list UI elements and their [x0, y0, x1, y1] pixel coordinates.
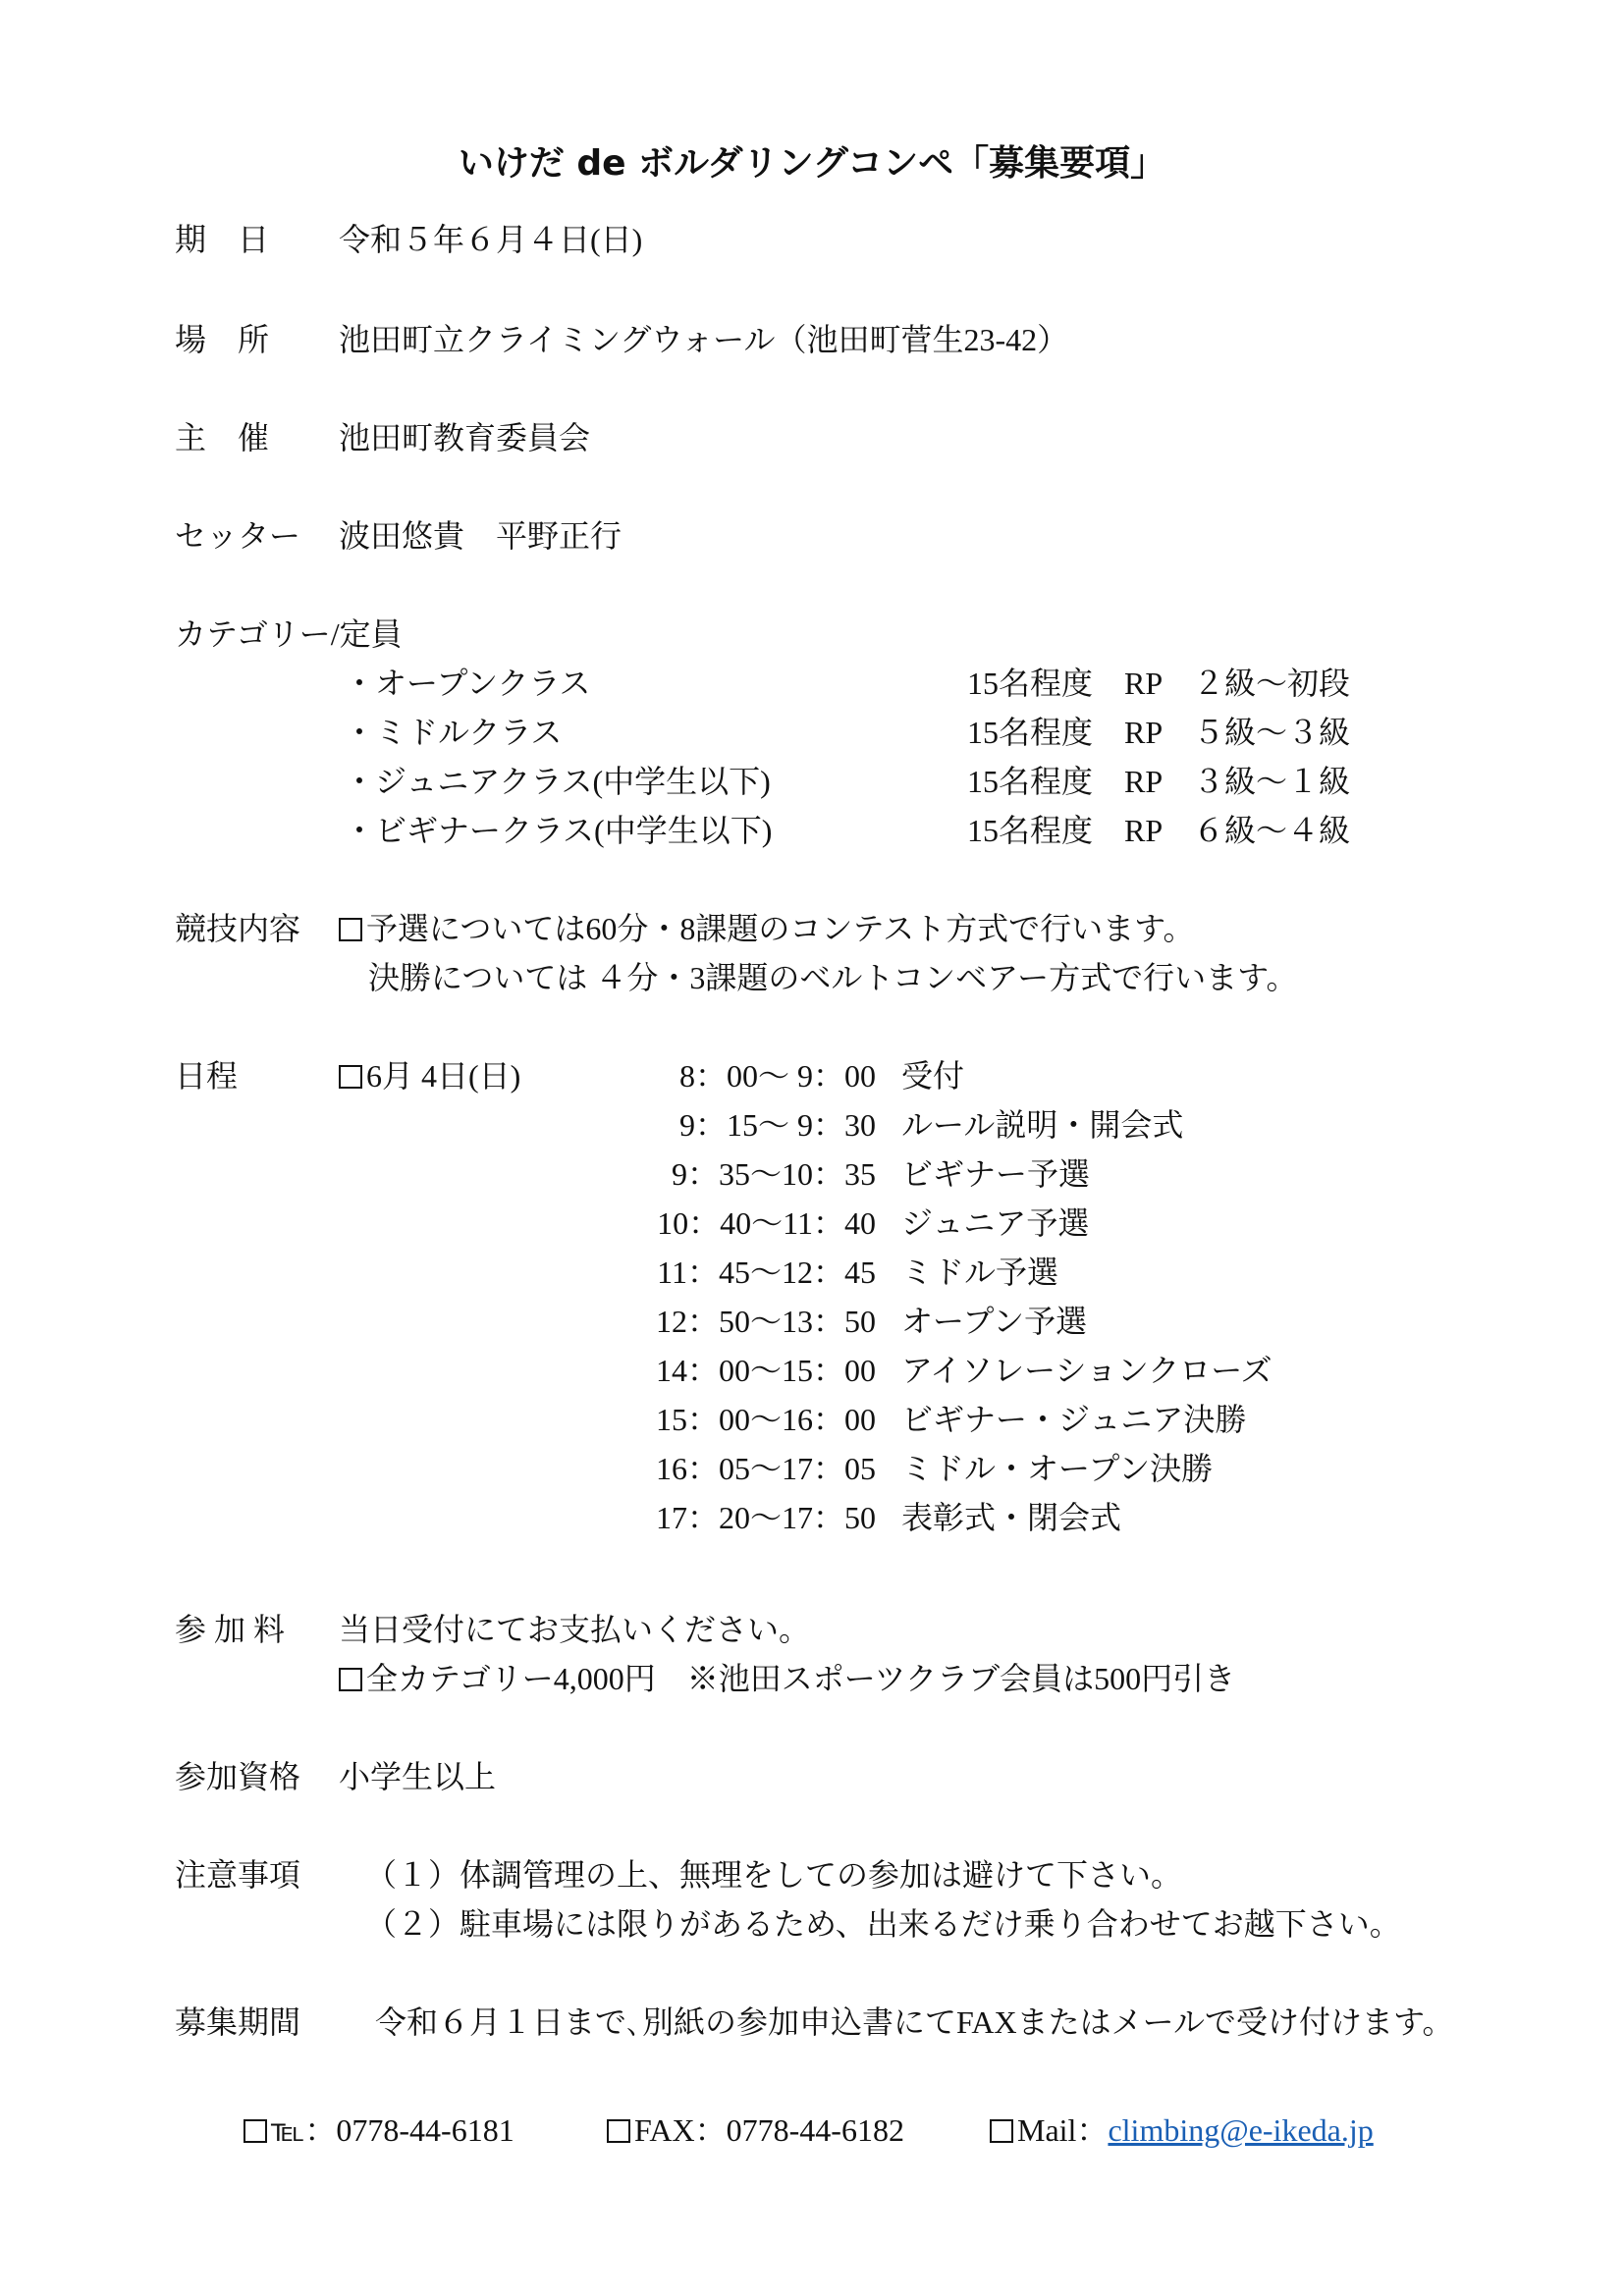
- schedule-event: ジュニア予選: [901, 1205, 1090, 1241]
- eligibility-value: 小学生以上: [339, 1759, 497, 1794]
- contact-mail: [990, 2110, 1374, 2150]
- contact-fax: [607, 2110, 904, 2150]
- schedule-day: [339, 1056, 520, 1095]
- category-name: ・オープンクラス: [344, 666, 591, 701]
- mail-link[interactable]: climbing@e-ikeda.jp: [1108, 2112, 1374, 2148]
- venue-value: 池田町立クライミングウォール（池田町菅生23-42）: [339, 322, 1069, 357]
- schedule-time: 15：00～16：00: [655, 1402, 876, 1437]
- category-name: ・ジュニアクラス(中学生以下): [344, 764, 771, 799]
- schedule-event: オープン予選: [901, 1304, 1088, 1339]
- category-capacity: 15名程度 RP ２級～初段: [967, 666, 1350, 701]
- schedule-time: 10：40～11：40: [657, 1205, 876, 1241]
- competition-line1: [339, 909, 1195, 948]
- schedule-event: ビギナー・ジュニア決勝: [901, 1402, 1247, 1437]
- period-label: 募集期間: [175, 2004, 301, 2040]
- category-capacity: 15名程度 RP ６級～４級: [967, 813, 1350, 848]
- schedule-label: 日程: [175, 1058, 239, 1094]
- tel-text: ℡：0778-44-6181: [271, 2112, 514, 2148]
- schedule-time: 9：15～ 9：30: [678, 1107, 876, 1143]
- schedule-event: 表彰式・閉会式: [901, 1500, 1122, 1535]
- schedule-event: ミドル予選: [901, 1255, 1059, 1290]
- fax-text: FAX：0778-44-6182: [634, 2112, 904, 2148]
- schedule-event: ミドル・オープン決勝: [901, 1451, 1214, 1486]
- setter-value: 波田悠貴 平野正行: [339, 518, 623, 554]
- eligibility-label: 参加資格: [175, 1759, 301, 1794]
- category-name: ・ミドルクラス: [344, 715, 563, 750]
- checkbox-icon: [990, 2119, 1013, 2143]
- schedule-time: 8：00～ 9：00: [678, 1058, 876, 1094]
- competition-label: 競技内容: [175, 911, 301, 946]
- checkbox-icon: [339, 1065, 362, 1089]
- setter-label: セッター: [175, 518, 301, 554]
- period-value: 令和６月１日まで､別紙の参加申込書にてFAXまたはメールで受け付けます。: [375, 2004, 1454, 2040]
- categories-label: カテゴリー/定員: [175, 616, 403, 652]
- category-name: ・ビギナークラス(中学生以下): [344, 813, 773, 848]
- schedule-event: アイソレーションクローズ: [901, 1353, 1272, 1388]
- fee-label: 参 加 料: [175, 1612, 286, 1647]
- schedule-time: 14：00～15：00: [655, 1353, 876, 1388]
- fee-text: 全カテゴリー4,000円 ※池田スポーツクラブ会員は500円引き: [366, 1661, 1236, 1696]
- schedule-event: ビギナー予選: [901, 1156, 1091, 1192]
- note-item: （２）駐車場には限りがあるため、出来るだけ乗り合わせてお越下さい。: [365, 1906, 1401, 1942]
- note-item: （１）体調管理の上、無理をしての参加は避けて下さい。: [365, 1857, 1183, 1893]
- checkbox-icon: [607, 2119, 630, 2143]
- host-label: 主 催: [175, 420, 270, 455]
- competition-line2: 決勝については ４分・3課題のベルトコンベアー方式で行います。: [368, 960, 1298, 995]
- checkbox-icon: [244, 2119, 267, 2143]
- date-value: 令和５年６月４日(日): [339, 222, 643, 257]
- checkbox-icon: [339, 918, 362, 941]
- category-capacity: 15名程度 RP ５級～３級: [967, 715, 1350, 750]
- mail-label: Mail：: [1017, 2112, 1109, 2148]
- date-label: 期 日: [175, 222, 270, 257]
- schedule-event: ルール説明・開会式: [901, 1107, 1184, 1143]
- fee-line1: 当日受付にてお支払いください。: [339, 1612, 811, 1647]
- schedule-time: 9：35～10：35: [671, 1156, 876, 1192]
- notes-label: 注意事項: [175, 1857, 301, 1893]
- venue-label: 場 所: [175, 322, 270, 357]
- schedule-time: 12：50～13：50: [655, 1304, 876, 1339]
- competition-text: 予選については60分・8課題のコンテスト方式で行います。: [366, 911, 1195, 946]
- checkbox-icon: [339, 1668, 362, 1691]
- schedule-time: 16：05～17：05: [655, 1451, 876, 1486]
- fee-line2: [339, 1659, 1235, 1698]
- schedule-time: 17：20～17：50: [655, 1500, 876, 1535]
- contact-tel: [244, 2110, 514, 2150]
- schedule-time: 11：45～12：45: [657, 1255, 876, 1290]
- schedule-event: 受付: [901, 1058, 965, 1094]
- schedule-day-text: 6月 4日(日): [366, 1058, 521, 1094]
- host-value: 池田町教育委員会: [339, 420, 591, 455]
- page-title: いけだ de ボルダリングコンペ「募集要項」: [458, 143, 1166, 184]
- category-capacity: 15名程度 RP ３級～１級: [967, 764, 1350, 799]
